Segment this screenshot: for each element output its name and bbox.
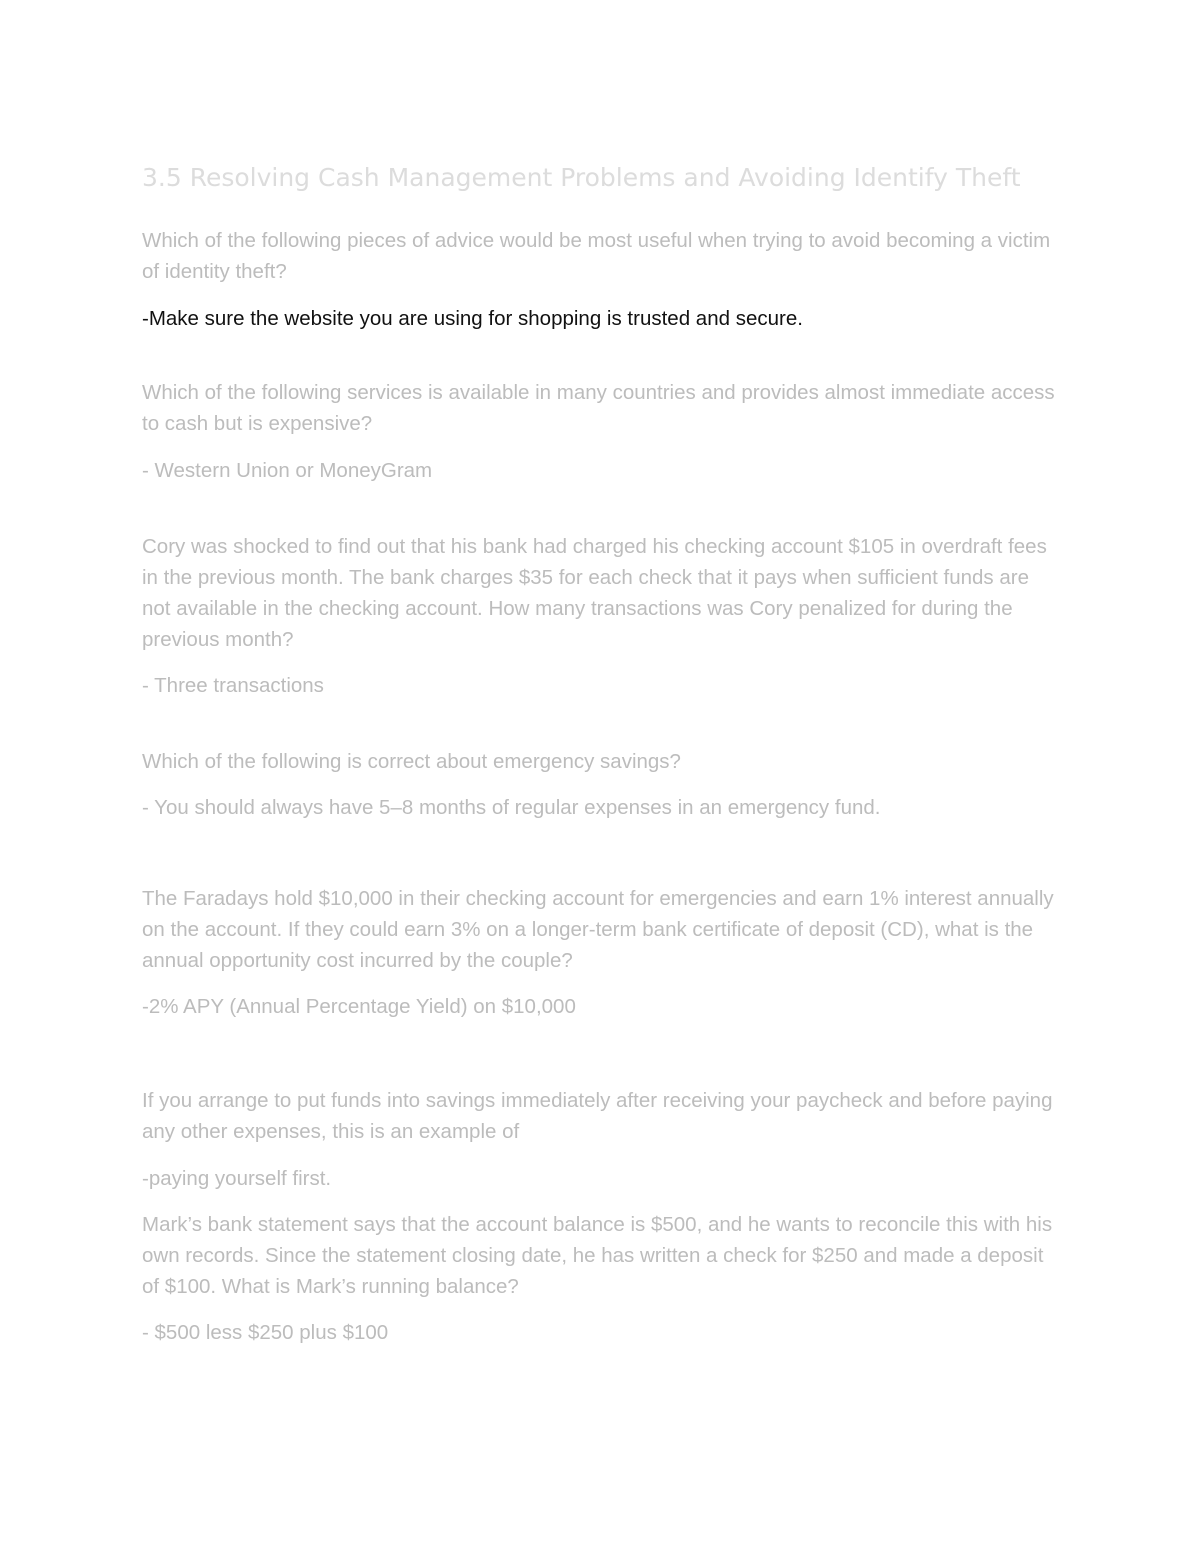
- question-5: The Faradays hold $10,000 in their checking account for emergencies and earn 1% interest annually on the account. If they could earn 3% on a longer-term bank certificate of deposit (CD), what is the annual opportunity cost incurred by the couple?: [142, 887, 1054, 972]
- question-4: Which of the following is correct about emergency savings?: [142, 750, 681, 773]
- answer-6: -paying yourself first.: [142, 1167, 332, 1190]
- answer-5: -2% APY (Annual Percentage Yield) on $10,000: [142, 995, 576, 1018]
- question-2: Which of the following services is available in many countries and provides almost immediate access to cash but is expensive?: [142, 381, 1055, 435]
- question-7: Mark’s bank statement says that the account balance is $500, and he wants to reconcile this with his own records. Since the statement closing date, he has written a check for $250 and made a deposit of $100. What is Mark’s running balance?: [142, 1213, 1053, 1298]
- document-title: 3.5 Resolving Cash Management Problems and Avoiding Identify Theft: [142, 163, 1021, 192]
- answer-4: - You should always have 5–8 months of regular expenses in an emergency fund.: [142, 796, 881, 819]
- answer-7: - $500 less $250 plus $100: [142, 1321, 389, 1344]
- question-6: If you arrange to put funds into savings immediately after receiving your paycheck and before paying any other expenses, this is an example of: [142, 1089, 1053, 1143]
- question-3: Cory was shocked to find out that his bank had charged his checking account $105 in overdraft fees in the previous month. The bank charges $35 for each check that it pays when sufficient funds are not available in the checking account. How many transactions was Cory penalized for during the previous month?: [142, 535, 1047, 651]
- answer-3: - Three transactions: [142, 674, 324, 697]
- answer-2: - Western Union or MoneyGram: [142, 459, 433, 482]
- answer-1: -Make sure the website you are using for shopping is trusted and secure.: [142, 307, 803, 330]
- question-1: Which of the following pieces of advice would be most useful when trying to avoid becoming a victim of identity theft?: [142, 229, 1051, 283]
